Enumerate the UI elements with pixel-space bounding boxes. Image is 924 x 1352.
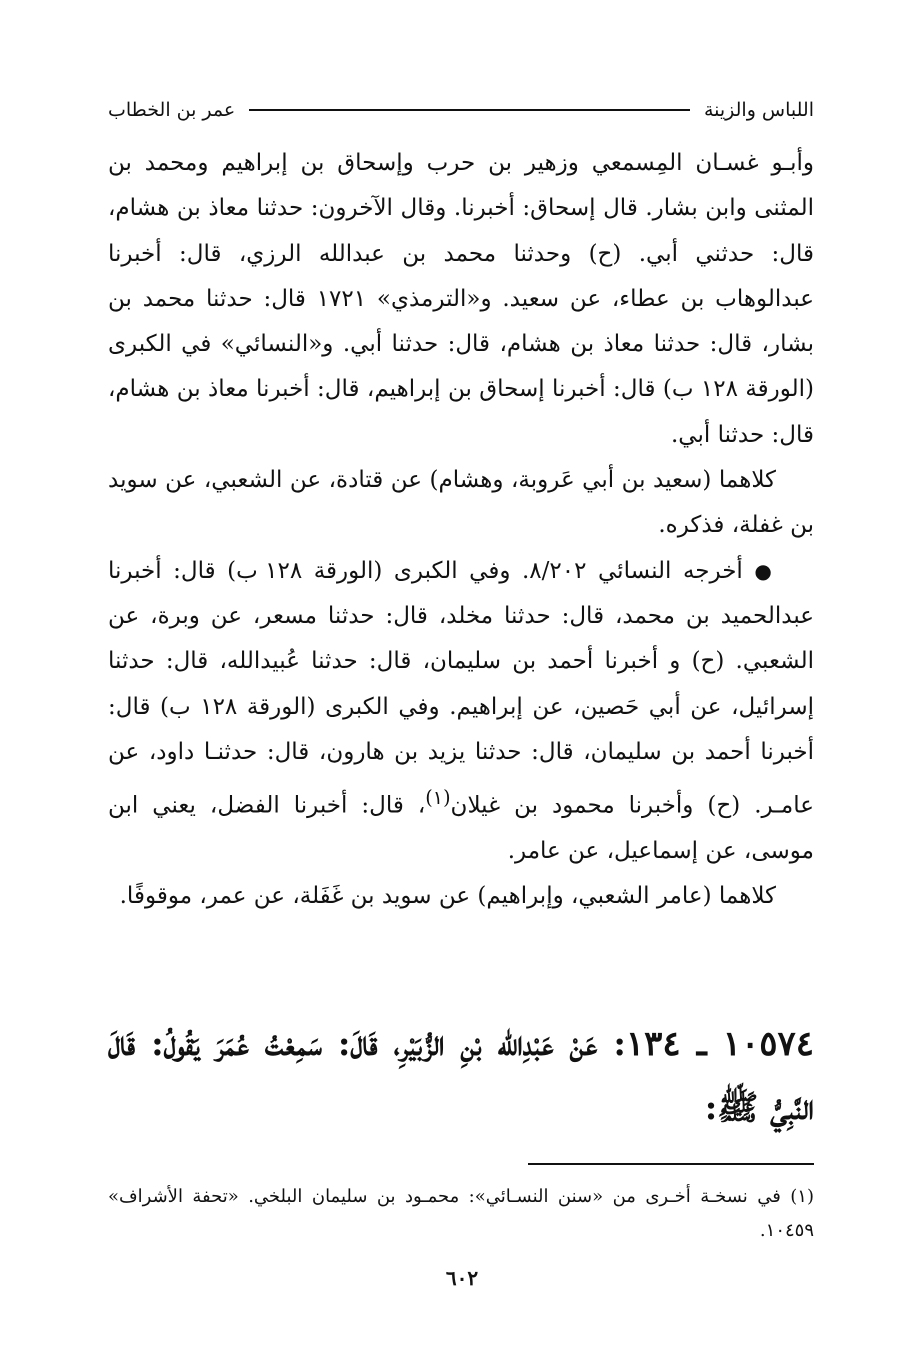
paragraph-2: كلاهما (سعيد بن أبي عَروبة، وهشام) عن قتادة، عن الشعبي، عن سويد بن غفلة، فذكره. [108, 467, 814, 539]
footnote [108, 1180, 814, 1248]
paragraph-3-text: أخرجه النسائي ٨/٢٠٢. وفي الكبرى (الورقة ١٢٨ ب) قال: أخبرنا عبدالحميد بن محمد، قال: حدثنا مخلد، قال: حدثنا مسعر، عن وبرة، عن الشعبي. (ح) و أخبرنا أحمد بن سليمان، قال: حدثنا عُبيدالله، قال: حدثنا إسرائيل، عن أبي حَصين، عن إبراهيم. وفي الكبرى (الورقة ١٢٨ ب) قال: أخبرنا أحمد بن سليمان، قال: حدثنا يزيد بن هارون، قال: حدثنـا داود، عن عامـر. (ح) وأخبرنا محمود بن غيلان [108, 557, 814, 819]
header-book-title: اللباس والزينة [703, 99, 814, 121]
footnote-separator [528, 1163, 814, 1165]
hadith-heading [108, 1012, 814, 1140]
page-number: ٦٠٢ [445, 1266, 479, 1290]
header-rule [249, 109, 690, 111]
paragraph-3-tail: ، قال: أخبرنا الفضل، يعني ابن موسى، عن إسماعيل، عن عامر. [108, 792, 814, 865]
footnote-marker[interactable]: (١) [425, 786, 451, 810]
running-header [108, 94, 814, 126]
header-section-title: عمر بن الخطاب [108, 99, 236, 121]
footnote-text: (١) في نسخـة أخـرى من «سنن النسـائي»: محمـود بن سليمان البلخي. «تحفة الأشراف» ١٠٤٥٩. [108, 1186, 814, 1241]
bullet-icon: ● [754, 558, 777, 583]
paragraph-4: كلاهما (عامر الشعبي، وإبراهيم) عن سويد بن غَفَلة، عن عمر، موقوفًا. [119, 883, 776, 910]
paragraph-3 [108, 549, 814, 875]
main-text [108, 141, 814, 920]
paragraph-1: وأبـو غسـان المِسمعي وزهير بن حرب وإسحاق بن إبراهيم ومحمد بن المثنى وابن بشار. قال إسحاق: أخبرنا. وقال الآخرون: حدثنا معاذ بن هشام، قال: حدثني أبي. (ح) وحدثنا محمد بن عبدالله الرزي، قال: أخبرنا عبدالوهاب بن عطاء، عن سعيد. و«الترمذي» ١٧٢١ قال: حدثنا محمد بن بشار، قال: حدثنا معاذ بن هشام، قال: حدثنا أبي. و«النسائي» في الكبرى (الورقة ١٢٨ ب) قال: أخبرنا إسحاق بن إبراهيم، قال: أخبرنا معاذ بن هشام، قال: حدثنا أبي. [108, 150, 815, 448]
hadith-text: ١٠٥٧٤ ـ ١٣٤: عَنْ عَبْدِالله بْنِ الزُّبَيْرِ، قَالَ: سَمِعْتُ عُمَرَ يَقُولُ: قَالَ النَّبِيُّ ﷺ: [108, 1024, 814, 1128]
